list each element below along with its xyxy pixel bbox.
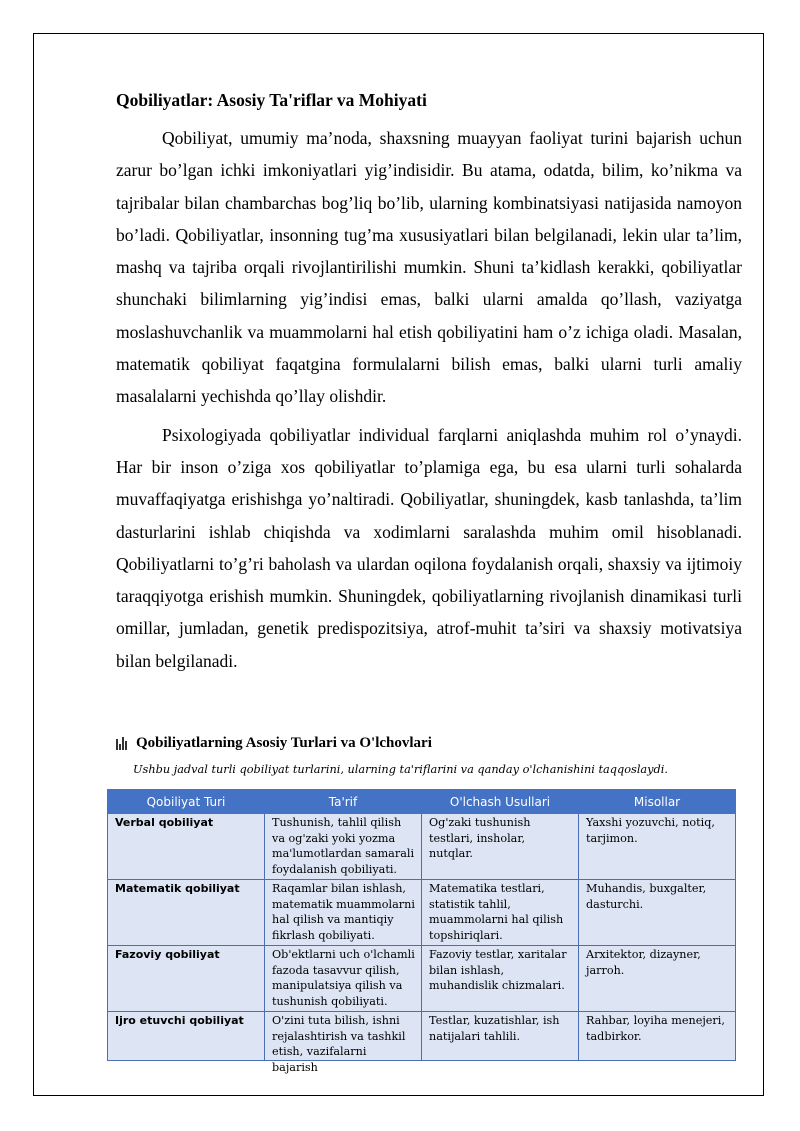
abilities-table (107, 789, 736, 1074)
column-header: Qobiliyat Turi (108, 790, 265, 814)
table-row (108, 880, 736, 946)
column-header: O'lchash Usullari (422, 790, 579, 814)
ability-type-cell: Matematik qobiliyat (108, 880, 265, 946)
column-header: Ta'rif (265, 790, 422, 814)
definition-cell: Ob'ektlarni uch o'lchamli fazoda tasavvur qilish, manipulatsiya qilish va tushunish qobiliyati. (265, 945, 422, 1011)
measurement-cell: Testlar, kuzatishlar, ish natijalari tahlili. (422, 1011, 579, 1060)
column-header: Misollar (579, 790, 736, 814)
paragraph-2: Psixologiyada qobiliyatlar individual farqlarni aniqlashda muhim rol o’ynaydi. Har bir inson o’ziga xos qobiliyatlar to’plamiga ega, bu esa ularni turli sohalarda muvaffaqiyatga erishishga yo’naltiradi. Qobiliyatlar, shuningdek, kasb tanlashda, ta’lim dasturlarini ishlab chiqishda va xodimlarni saralashda muhim omil hisoblanadi. Qobiliyatlarni to’g’ri baholash va ulardan oqilona foydalanish orqali, shaxsiy va ijtimoiy taraqqiyotga erishish mumkin. Shuningdek, qobiliyatlarning rivojlanish dinamikasi turli omillar, jumladan, genetik predispozitsiya, atrof-muhit ta’siri va shaxsiy motivatsiya bilan belgilanadi. (116, 424, 742, 671)
table-row (108, 1011, 736, 1060)
table-caption: Ushbu jadval turli qobiliyat turlarini, ularning ta'riflarini va qanday o'lchanishini taqqoslaydi. (133, 763, 668, 776)
document-body (116, 84, 742, 677)
ability-type-cell: Fazoviy qobiliyat (108, 945, 265, 1011)
definition-cell-wrapper (265, 1011, 422, 1074)
examples-cell: Rahbar, loyiha menejeri, tadbirkor. (579, 1011, 736, 1060)
section-heading: Qobiliyatlar: Asosiy Ta'riflar va Mohiyati (116, 90, 427, 110)
measurement-cell: Og'zaki tushunish testlari, insholar, nutqlar. (422, 814, 579, 880)
examples-cell: Muhandis, buxgalter, dasturchi. (579, 880, 736, 946)
table-header-row (108, 790, 736, 814)
measurement-cell: Fazoviy testlar, xaritalar bilan ishlash, muhandislik chizmalari. (422, 945, 579, 1011)
examples-cell: Arxitektor, dizayner, jarroh. (579, 945, 736, 1011)
table-row (108, 945, 736, 1011)
bar-chart-icon (116, 737, 130, 750)
definition-cell: Tushunish, tahlil qilish va og'zaki yoki yozma ma'lumotlardan samarali foydalanish qobiliyati. (265, 814, 422, 880)
measurement-cell: Matematika testlari, statistik tahlil, muammolarni hal qilish topshiriqlari. (422, 880, 579, 946)
examples-cell: Yaxshi yozuvchi, notiq, tarjimon. (579, 814, 736, 880)
table-row (108, 814, 736, 880)
table-title (116, 735, 432, 752)
ability-type-cell: Verbal qobiliyat (108, 814, 265, 880)
definition-cell: O'zini tuta bilish, ishni rejalashtirish va tashkil etish, vazifalarni bajarish (272, 1013, 406, 1074)
definition-cell: Raqamlar bilan ishlash, matematik muammolarni hal qilish va mantiqiy fikrlash qobiliyati. (265, 880, 422, 946)
ability-type-cell: Ijro etuvchi qobiliyat (108, 1011, 265, 1060)
paragraph-1: Qobiliyat, umumiy ma’noda, shaxsning muayyan faoliyat turini bajarish uchun zarur bo’lgan ichki imkoniyatlari yig’indisidir. Bu atama, odatda, bilim, ko’nikma va tajribalar bilan chambarchas bog’liq bo’lib, ularning kombinatsiyasi natijasida namoyon bo’ladi. Qobiliyatlar, insonning tug’ma xususiyatlari bilan belgilanadi, lekin ular ta’lim, mashq va tajriba orqali rivojlantirilishi mumkin. Shuni ta’kidlash kerakki, qobiliyatlar shunchaki bilimlarning yig’indisi emas, balki ularni amalda qo’llash, vaziyatga moslashuvchanlik va muammolarni hal etish qobiliyatini ham o’z ichiga oladi. Masalan, matematik qobiliyat faqatgina formulalarni bilish emas, balki ularni turli amaliy masalalarni yechishda qo’llay olishdir. (116, 128, 742, 407)
table-title-text: Qobiliyatlarning Asosiy Turlari va O'lchovlari (136, 735, 432, 751)
